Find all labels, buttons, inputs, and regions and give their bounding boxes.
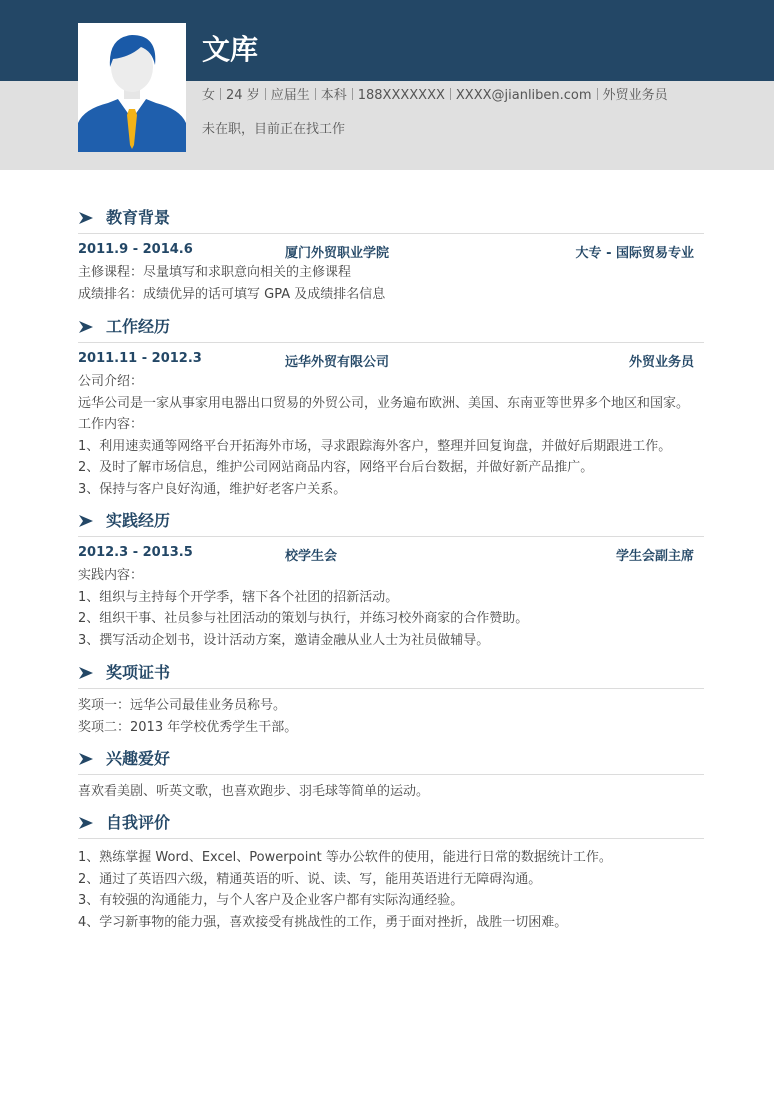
- personal-info: [202, 87, 668, 105]
- entry-header: [78, 349, 704, 371]
- detail-line: 3、有较强的沟通能力，与个人客户及企业客户都有实际沟通经验。: [78, 893, 464, 909]
- chevron-right-icon: [78, 319, 94, 335]
- entry-date: 2011.9 - 2014.6: [78, 242, 193, 257]
- section-self-evaluation: [78, 812, 704, 933]
- phone: 188XXXXXXX: [357, 88, 445, 103]
- degree: 本科: [320, 88, 347, 103]
- entry-org: 远华外贸有限公司: [285, 355, 390, 370]
- divider: [597, 88, 598, 100]
- divider: [220, 88, 221, 100]
- divider: [352, 88, 353, 100]
- detail-line: 4、学习新事物的能力强，喜欢接受有挑战性的工作，勇于面对挫折，战胜一切困难。: [78, 914, 568, 930]
- entry-date: 2012.3 - 2013.5: [78, 545, 193, 560]
- age: 24 岁: [226, 88, 260, 103]
- entry-date: 2011.11 - 2012.3: [78, 351, 202, 366]
- detail-line: 公司介绍：: [78, 374, 144, 389]
- section-practice: [78, 510, 704, 651]
- email: XXXX@jianliben.com: [455, 88, 592, 103]
- section-hobbies: [78, 748, 704, 803]
- detail-line: 1、利用速卖通等网络平台开拓海外市场，寻求跟踪海外客户，整理并回复询盘，并做好后期跟进工作。: [78, 438, 672, 454]
- detail-line: 1、组织与主持每个开学季，辖下各个社团的招新活动。: [78, 589, 399, 605]
- detail-line: 远华公司是一家从事家用电器出口贸易的外贸公司，业务遍布欧洲、美国、东南亚等世界多个地区和国家。: [78, 395, 690, 411]
- section-header: [78, 316, 704, 343]
- entry-role: 大专 - 国际贸易专业: [575, 246, 694, 261]
- divider: [265, 88, 266, 100]
- detail-line: 实践内容：: [78, 568, 144, 583]
- chevron-right-icon: [78, 210, 94, 226]
- divider: [450, 88, 451, 100]
- section-header: [78, 812, 704, 839]
- section-education: [78, 207, 704, 305]
- detail-line: 主修课程：尽量填写和求职意向相关的主修课程: [78, 265, 352, 280]
- section-header: [78, 207, 704, 234]
- detail-line: 2、通过了英语四六级，精通英语的听、说、读、写，能用英语进行无障碍沟通。: [78, 871, 542, 887]
- gender: 女: [202, 88, 216, 103]
- chevron-right-icon: [78, 751, 94, 767]
- avatar: [78, 23, 186, 152]
- candidate-name: 文库: [202, 33, 259, 66]
- detail-line: 1、熟练掌握 Word、Excel、Powerpoint 等办公软件的使用，能进行日常的数据统计工作。: [78, 850, 612, 865]
- entry-header: [78, 240, 704, 262]
- detail-line: 3、撰写活动企划书，设计活动方案，邀请金融从业人士为社员做辅导。: [78, 632, 490, 648]
- section-header: [78, 748, 704, 775]
- section-title: 自我评价: [106, 813, 171, 832]
- entry-role: 学生会副主席: [615, 549, 694, 564]
- section-title: 兴趣爱好: [106, 749, 171, 768]
- entry-org: 厦门外贸职业学院: [285, 246, 390, 261]
- entry-header: [78, 543, 704, 565]
- job-target: 外贸业务员: [602, 88, 668, 103]
- divider: [315, 88, 316, 100]
- chevron-right-icon: [78, 513, 94, 529]
- job-status: 未在职，目前正在找工作: [202, 122, 346, 137]
- experience: 应届生: [270, 88, 310, 103]
- chevron-right-icon: [78, 815, 94, 831]
- section-header: [78, 662, 704, 689]
- detail-line: 成绩排名：成绩优异的话可填写 GPA 及成绩排名信息: [78, 286, 386, 302]
- section-title: 工作经历: [106, 317, 171, 336]
- section-title: 教育背景: [106, 208, 171, 227]
- detail-line: 喜欢看美剧、听英文歌，也喜欢跑步、羽毛球等简单的运动。: [78, 784, 430, 799]
- section-work: [78, 316, 704, 501]
- chevron-right-icon: [78, 665, 94, 681]
- entry-org: 校学生会: [285, 549, 338, 564]
- section-awards: [78, 662, 704, 738]
- section-title: 实践经历: [106, 511, 171, 530]
- entry-role: 外贸业务员: [628, 355, 694, 370]
- section-header: [78, 510, 704, 537]
- detail-line: 奖项一：远华公司最佳业务员称号。: [78, 698, 287, 713]
- detail-line: 工作内容：: [78, 417, 144, 433]
- section-title: 奖项证书: [106, 663, 171, 682]
- detail-line: 奖项二：2013 年学校优秀学生干部。: [78, 719, 298, 735]
- detail-line: 2、及时了解市场信息，维护公司网站商品内容，网络平台后台数据，并做好新产品推广。: [78, 460, 594, 476]
- detail-line: 2、组织干事、社员参与社团活动的策划与执行，并练习校外商家的合作赞助。: [78, 611, 529, 627]
- detail-line: 3、保持与客户良好沟通，维护好老客户关系。: [78, 481, 347, 497]
